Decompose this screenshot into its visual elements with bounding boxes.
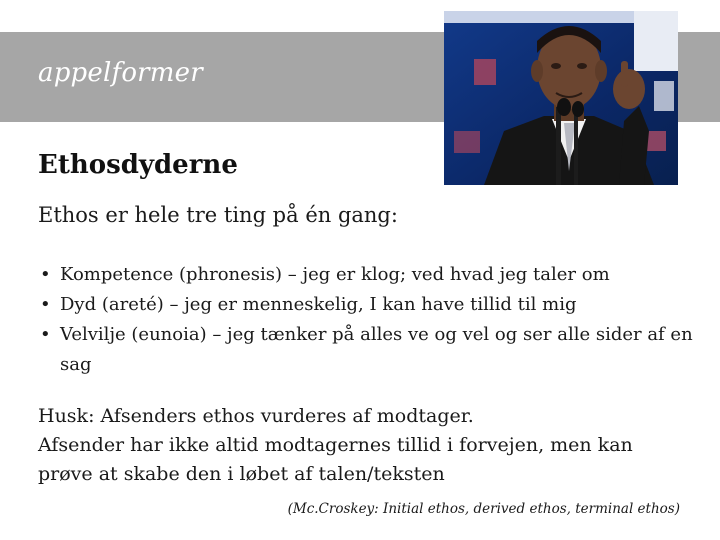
bullet-text: Velvilje (eunoia) – jeg tænker på alles ve og vel og ser alle sider af en sag (60, 324, 693, 375)
bullet-marker: • (40, 324, 51, 345)
intro-text: Ethos er hele tre ting på én gang: (38, 203, 398, 227)
reminder-note (38, 402, 713, 489)
list-item (38, 260, 708, 290)
header-title: appelformer (38, 58, 203, 88)
citation: (Mc.Croskey: Initial ethos, derived ethos, terminal ethos) (287, 501, 680, 517)
list-item (38, 290, 708, 320)
note-line: Husk: Afsenders ethos vurderes af modtager. (38, 405, 474, 427)
speaker-photo (444, 11, 678, 185)
note-line: prøve at skabe den i løbet af talen/teksten (38, 463, 445, 485)
bullet-marker: • (40, 294, 51, 315)
ethos-bullet-list (38, 260, 708, 380)
bullet-text: Dyd (areté) – jeg er menneskelig, I kan have tillid til mig (60, 294, 577, 315)
bullet-text: Kompetence (phronesis) – jeg er klog; ved hvad jeg taler om (60, 264, 610, 285)
bullet-marker: • (40, 264, 51, 285)
note-line: Afsender har ikke altid modtagernes tillid i forvejen, men kan (38, 434, 633, 456)
list-item (38, 320, 708, 380)
slide-title: Ethosdyderne (38, 150, 238, 180)
